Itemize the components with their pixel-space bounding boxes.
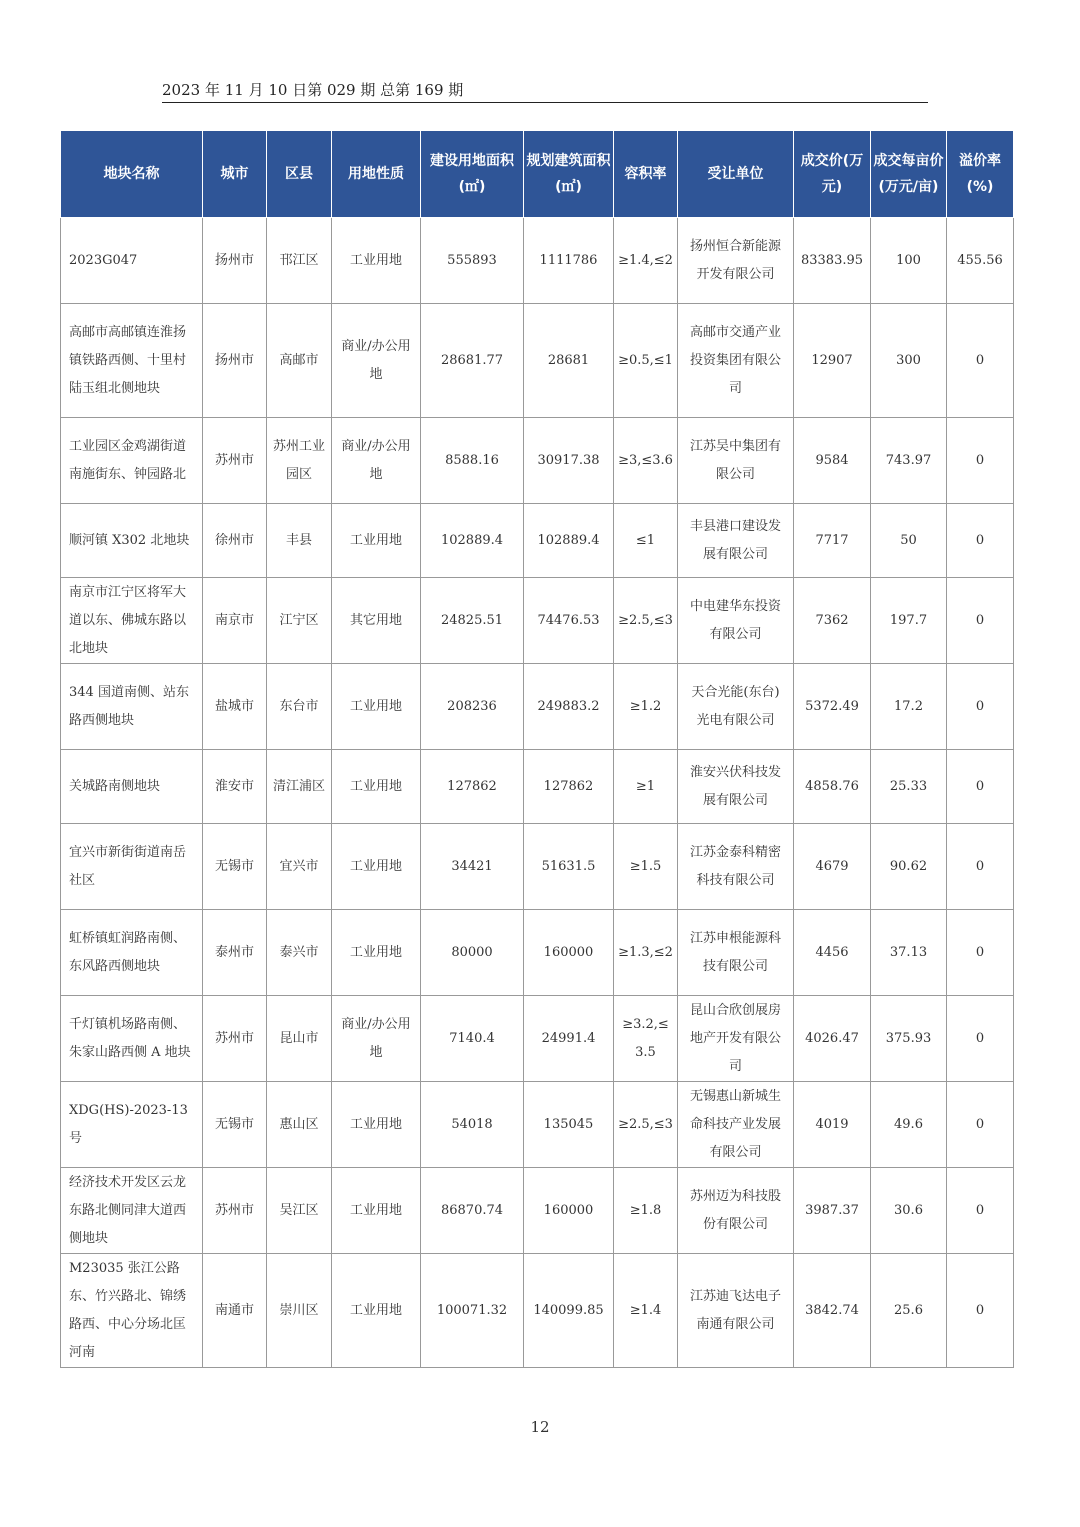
cell-building-area: 74476.53 xyxy=(524,578,614,664)
cell-plot-ratio: ≤1 xyxy=(614,504,678,578)
cell-plot-ratio: ≥1 xyxy=(614,750,678,824)
cell-land-use: 工业用地 xyxy=(332,910,421,996)
cell-land-use: 商业/办公用地 xyxy=(332,418,421,504)
cell-price-per-mu: 25.6 xyxy=(871,1254,947,1368)
cell-city: 苏州市 xyxy=(203,996,267,1082)
cell-district: 吴江区 xyxy=(267,1168,332,1254)
cell-land-use: 工业用地 xyxy=(332,218,421,304)
cell-price: 7362 xyxy=(794,578,871,664)
cell-plot-name: 宜兴市新街街道南岳社区 xyxy=(61,824,203,910)
cell-land-use: 工业用地 xyxy=(332,504,421,578)
cell-building-area: 1111786 xyxy=(524,218,614,304)
table-row xyxy=(61,218,1014,304)
cell-building-area: 160000 xyxy=(524,910,614,996)
cell-land-use: 商业/办公用地 xyxy=(332,304,421,418)
cell-price: 4858.76 xyxy=(794,750,871,824)
cell-premium-rate: 0 xyxy=(947,578,1014,664)
cell-buyer: 苏州迈为科技股份有限公司 xyxy=(678,1168,794,1254)
cell-buyer: 无锡惠山新城生命科技产业发展有限公司 xyxy=(678,1082,794,1168)
cell-premium-rate: 0 xyxy=(947,418,1014,504)
cell-land-use: 工业用地 xyxy=(332,1254,421,1368)
cell-buyer: 高邮市交通产业投资集团有限公司 xyxy=(678,304,794,418)
table-row xyxy=(61,910,1014,996)
cell-building-area: 140099.85 xyxy=(524,1254,614,1368)
page-number: 12 xyxy=(530,1418,550,1436)
cell-premium-rate: 0 xyxy=(947,910,1014,996)
cell-plot-name: 虹桥镇虹润路南侧、东风路西侧地块 xyxy=(61,910,203,996)
cell-plot-name: 高邮市高邮镇连淮扬镇铁路西侧、十里村陆玉组北侧地块 xyxy=(61,304,203,418)
col-header-buyer: 受让单位 xyxy=(678,131,794,218)
cell-district: 丰县 xyxy=(267,504,332,578)
cell-buyer: 昆山合欣创展房地产开发有限公司 xyxy=(678,996,794,1082)
land-transaction-table xyxy=(60,130,1014,1368)
cell-plot-ratio: ≥2.5,≤3 xyxy=(614,578,678,664)
cell-plot-ratio: ≥2.5,≤3 xyxy=(614,1082,678,1168)
cell-price: 4026.47 xyxy=(794,996,871,1082)
col-header-plot-name: 地块名称 xyxy=(61,131,203,218)
cell-price: 5372.49 xyxy=(794,664,871,750)
cell-building-area: 24991.4 xyxy=(524,996,614,1082)
cell-building-area: 135045 xyxy=(524,1082,614,1168)
table-row xyxy=(61,996,1014,1082)
col-header-building-area: 规划建筑面积(㎡) xyxy=(524,131,614,218)
cell-land-area: 127862 xyxy=(421,750,524,824)
cell-price: 12907 xyxy=(794,304,871,418)
cell-premium-rate: 455.56 xyxy=(947,218,1014,304)
col-header-price: 成交价(万元) xyxy=(794,131,871,218)
cell-plot-ratio: ≥1.4 xyxy=(614,1254,678,1368)
cell-land-area: 100071.32 xyxy=(421,1254,524,1368)
cell-buyer: 丰县港口建设发展有限公司 xyxy=(678,504,794,578)
cell-buyer: 天合光能(东台)光电有限公司 xyxy=(678,664,794,750)
cell-district: 东台市 xyxy=(267,664,332,750)
table-row xyxy=(61,824,1014,910)
cell-city: 南京市 xyxy=(203,578,267,664)
cell-city: 扬州市 xyxy=(203,218,267,304)
table-row xyxy=(61,304,1014,418)
cell-premium-rate: 0 xyxy=(947,1168,1014,1254)
cell-price: 4456 xyxy=(794,910,871,996)
cell-buyer: 江苏吴中集团有限公司 xyxy=(678,418,794,504)
cell-district: 宜兴市 xyxy=(267,824,332,910)
cell-premium-rate: 0 xyxy=(947,664,1014,750)
cell-land-area: 555893 xyxy=(421,218,524,304)
cell-price-per-mu: 375.93 xyxy=(871,996,947,1082)
table-row xyxy=(61,1082,1014,1168)
cell-land-use: 商业/办公用地 xyxy=(332,996,421,1082)
cell-district: 邗江区 xyxy=(267,218,332,304)
cell-price: 4019 xyxy=(794,1082,871,1168)
cell-premium-rate: 0 xyxy=(947,304,1014,418)
cell-district: 昆山市 xyxy=(267,996,332,1082)
col-header-city: 城市 xyxy=(203,131,267,218)
cell-building-area: 28681 xyxy=(524,304,614,418)
cell-plot-ratio: ≥3.2,≤3.5 xyxy=(614,996,678,1082)
cell-land-use: 工业用地 xyxy=(332,750,421,824)
col-header-land-use: 用地性质 xyxy=(332,131,421,218)
cell-building-area: 102889.4 xyxy=(524,504,614,578)
table-row xyxy=(61,418,1014,504)
cell-plot-ratio: ≥3,≤3.6 xyxy=(614,418,678,504)
cell-plot-name: XDG(HS)-2023-13 号 xyxy=(61,1082,203,1168)
cell-price: 9584 xyxy=(794,418,871,504)
cell-building-area: 30917.38 xyxy=(524,418,614,504)
cell-land-area: 34421 xyxy=(421,824,524,910)
cell-price-per-mu: 30.6 xyxy=(871,1168,947,1254)
cell-price-per-mu: 17.2 xyxy=(871,664,947,750)
cell-building-area: 249883.2 xyxy=(524,664,614,750)
cell-plot-ratio: ≥1.3,≤2 xyxy=(614,910,678,996)
cell-plot-ratio: ≥0.5,≤1 xyxy=(614,304,678,418)
cell-price: 4679 xyxy=(794,824,871,910)
cell-price-per-mu: 90.62 xyxy=(871,824,947,910)
cell-land-use: 工业用地 xyxy=(332,1082,421,1168)
issue-header: 2023 年 11 月 10 日第 029 期 总第 169 期 xyxy=(162,80,928,103)
cell-price-per-mu: 49.6 xyxy=(871,1082,947,1168)
cell-land-use: 其它用地 xyxy=(332,578,421,664)
cell-building-area: 160000 xyxy=(524,1168,614,1254)
cell-plot-name: 顺河镇 X302 北地块 xyxy=(61,504,203,578)
cell-price-per-mu: 25.33 xyxy=(871,750,947,824)
cell-land-area: 7140.4 xyxy=(421,996,524,1082)
cell-buyer: 淮安兴伏科技发展有限公司 xyxy=(678,750,794,824)
col-header-price-per-mu: 成交每亩价(万元/亩) xyxy=(871,131,947,218)
cell-district: 惠山区 xyxy=(267,1082,332,1168)
cell-price-per-mu: 37.13 xyxy=(871,910,947,996)
col-header-land-area: 建设用地面积(㎡) xyxy=(421,131,524,218)
cell-city: 徐州市 xyxy=(203,504,267,578)
cell-city: 苏州市 xyxy=(203,418,267,504)
cell-land-use: 工业用地 xyxy=(332,824,421,910)
cell-premium-rate: 0 xyxy=(947,1254,1014,1368)
cell-price: 7717 xyxy=(794,504,871,578)
cell-price-per-mu: 197.7 xyxy=(871,578,947,664)
cell-district: 苏州工业园区 xyxy=(267,418,332,504)
cell-plot-name: 千灯镇机场路南侧、朱家山路西侧 A 地块 xyxy=(61,996,203,1082)
cell-plot-name: 工业园区金鸡湖街道南施街东、钟园路北 xyxy=(61,418,203,504)
cell-land-use: 工业用地 xyxy=(332,664,421,750)
cell-land-area: 80000 xyxy=(421,910,524,996)
cell-price: 3842.74 xyxy=(794,1254,871,1368)
cell-building-area: 127862 xyxy=(524,750,614,824)
cell-buyer: 江苏迪飞达电子南通有限公司 xyxy=(678,1254,794,1368)
cell-price: 83383.95 xyxy=(794,218,871,304)
table-row xyxy=(61,578,1014,664)
cell-price-per-mu: 300 xyxy=(871,304,947,418)
cell-land-area: 54018 xyxy=(421,1082,524,1168)
cell-plot-ratio: ≥1.2 xyxy=(614,664,678,750)
cell-plot-name: 344 国道南侧、站东路西侧地块 xyxy=(61,664,203,750)
cell-land-area: 102889.4 xyxy=(421,504,524,578)
cell-plot-ratio: ≥1.5 xyxy=(614,824,678,910)
cell-plot-name: M23035 张江公路东、竹兴路北、锦绣路西、中心分场北匡河南 xyxy=(61,1254,203,1368)
cell-plot-name: 南京市江宁区将军大道以东、佛城东路以北地块 xyxy=(61,578,203,664)
cell-city: 无锡市 xyxy=(203,824,267,910)
cell-price-per-mu: 50 xyxy=(871,504,947,578)
cell-price-per-mu: 100 xyxy=(871,218,947,304)
col-header-district: 区县 xyxy=(267,131,332,218)
cell-district: 崇川区 xyxy=(267,1254,332,1368)
cell-plot-ratio: ≥1.8 xyxy=(614,1168,678,1254)
table-row xyxy=(61,1254,1014,1368)
cell-premium-rate: 0 xyxy=(947,824,1014,910)
cell-plot-name: 经济技术开发区云龙东路北侧同津大道西侧地块 xyxy=(61,1168,203,1254)
cell-district: 江宁区 xyxy=(267,578,332,664)
cell-city: 淮安市 xyxy=(203,750,267,824)
cell-land-area: 86870.74 xyxy=(421,1168,524,1254)
cell-land-area: 208236 xyxy=(421,664,524,750)
cell-land-area: 24825.51 xyxy=(421,578,524,664)
table-row xyxy=(61,504,1014,578)
table-header-row xyxy=(61,131,1014,218)
cell-city: 南通市 xyxy=(203,1254,267,1368)
cell-plot-name: 关城路南侧地块 xyxy=(61,750,203,824)
cell-buyer: 江苏申根能源科技有限公司 xyxy=(678,910,794,996)
cell-plot-ratio: ≥1.4,≤2 xyxy=(614,218,678,304)
cell-premium-rate: 0 xyxy=(947,750,1014,824)
cell-plot-name: 2023G047 xyxy=(61,218,203,304)
cell-premium-rate: 0 xyxy=(947,1082,1014,1168)
table-row xyxy=(61,1168,1014,1254)
table-row xyxy=(61,750,1014,824)
table-row xyxy=(61,664,1014,750)
cell-land-area: 8588.16 xyxy=(421,418,524,504)
cell-buyer: 中电建华东投资有限公司 xyxy=(678,578,794,664)
cell-city: 泰州市 xyxy=(203,910,267,996)
cell-district: 高邮市 xyxy=(267,304,332,418)
cell-premium-rate: 0 xyxy=(947,996,1014,1082)
cell-city: 扬州市 xyxy=(203,304,267,418)
cell-city: 苏州市 xyxy=(203,1168,267,1254)
cell-district: 清江浦区 xyxy=(267,750,332,824)
cell-buyer: 扬州恒合新能源开发有限公司 xyxy=(678,218,794,304)
cell-land-use: 工业用地 xyxy=(332,1168,421,1254)
cell-city: 盐城市 xyxy=(203,664,267,750)
cell-price: 3987.37 xyxy=(794,1168,871,1254)
col-header-plot-ratio: 容积率 xyxy=(614,131,678,218)
cell-price-per-mu: 743.97 xyxy=(871,418,947,504)
cell-city: 无锡市 xyxy=(203,1082,267,1168)
cell-buyer: 江苏金泰科精密科技有限公司 xyxy=(678,824,794,910)
cell-building-area: 51631.5 xyxy=(524,824,614,910)
cell-district: 泰兴市 xyxy=(267,910,332,996)
cell-land-area: 28681.77 xyxy=(421,304,524,418)
col-header-premium-rate: 溢价率(%) xyxy=(947,131,1014,218)
cell-premium-rate: 0 xyxy=(947,504,1014,578)
